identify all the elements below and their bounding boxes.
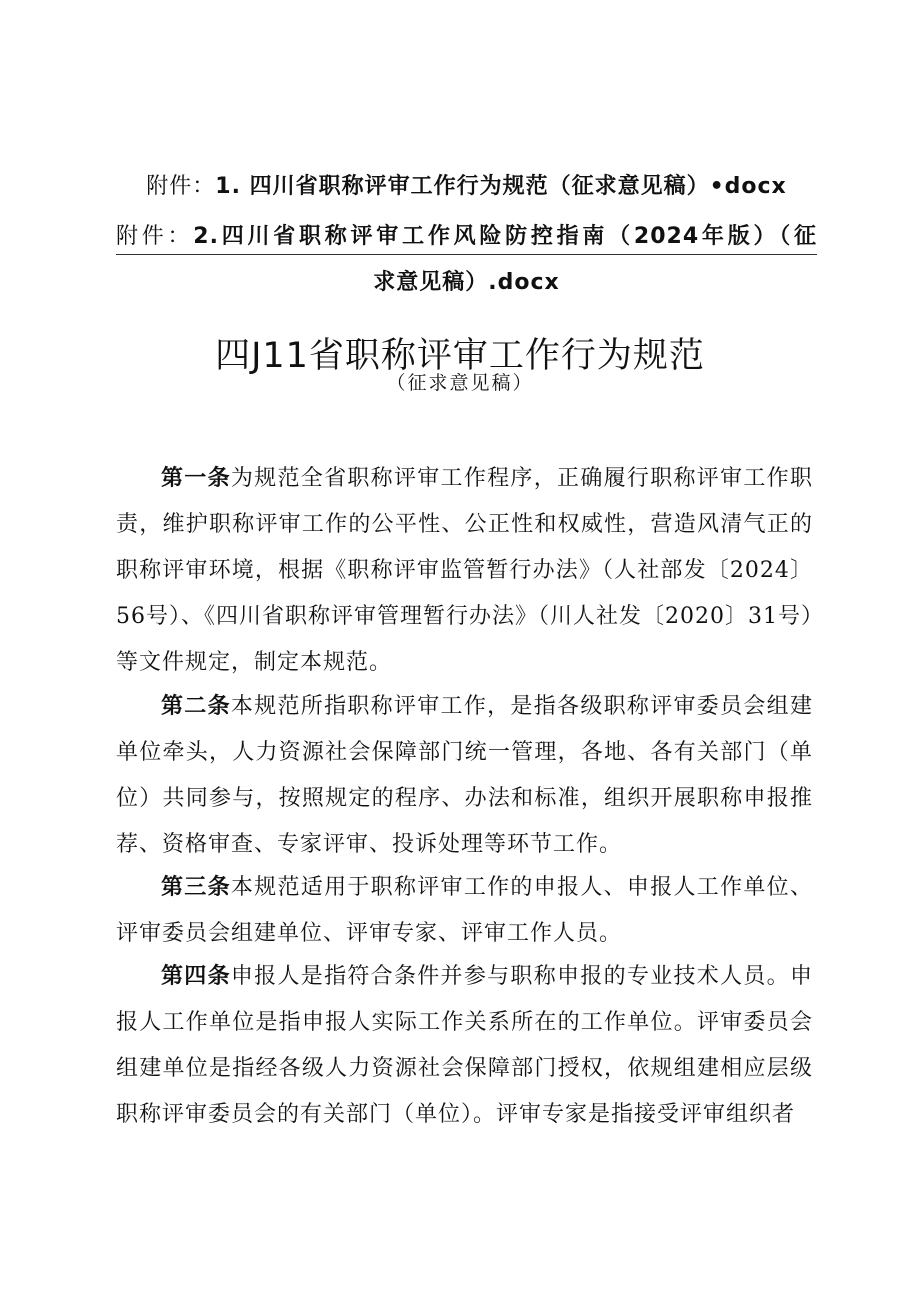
article-3 bbox=[116, 865, 813, 957]
article-number: 第一条 bbox=[161, 466, 231, 491]
article-number: 第三条 bbox=[161, 875, 231, 900]
attachment-link-2[interactable]: 2.四川省职称评审工作风险防控指南（2024年版）（征 bbox=[193, 224, 817, 249]
article-2 bbox=[116, 684, 813, 868]
article-text: 本规范适用于职称评审工作的申报人、申报人工作单位、评审委员会组建单位、评审专家、评审工作人员。 bbox=[116, 875, 813, 946]
document-subtitle: （征求意见稿） bbox=[386, 372, 534, 394]
article-4 bbox=[116, 954, 813, 1138]
article-text: 本规范所指职称评审工作，是指各级职称评审委员会组建单位牵头，人力资源社会保障部门统一管理，各地、各有关部门（单位）共同参与，按照规定的程序、办法和标准，组织开展职称申报推荐、资格审查、专家评审、投诉处理等环节工作。 bbox=[116, 694, 813, 857]
attachment-link-1[interactable]: 1. 四川省职称评审工作行为规范（征求意见稿）•docx bbox=[215, 174, 787, 199]
article-text: 为规范全省职称评审工作程序，正确履行职称评审工作职责，维护职称评审工作的公平性、公正性和权威性，营造风清气正的职称评审环境，根据《职称评审监管暂行办法》（人社部发〔2024〕56号）、《四川省职称评审管理暂行办法》（川人社发〔2020〕31号）等文件规定，制定本规范。 bbox=[116, 466, 813, 675]
attachment-prefix: 附件： bbox=[146, 174, 216, 199]
article-number: 第二条 bbox=[161, 694, 231, 719]
attachment-link-2-continued[interactable]: 求意见稿）.docx bbox=[373, 270, 560, 295]
header-divider bbox=[116, 254, 817, 255]
article-text: 申报人是指符合条件并参与职称申报的专业技术人员。申报人工作单位是指申报人实际工作关系所在的工作单位。评审委员会组建单位是指经各级人力资源社会保障部门授权，依规组建相应层级职称评审委员会的有关部门（单位）。评审专家是指接受评审组织者 bbox=[116, 964, 813, 1127]
attachment-line-2-continued bbox=[116, 260, 817, 306]
article-1 bbox=[116, 456, 813, 686]
attachment-prefix: 附件： bbox=[116, 224, 194, 249]
document-title: 四J11省职称评审工作行为规范 bbox=[215, 336, 705, 377]
attachment-line-1 bbox=[116, 164, 817, 210]
article-number: 第四条 bbox=[161, 964, 231, 989]
